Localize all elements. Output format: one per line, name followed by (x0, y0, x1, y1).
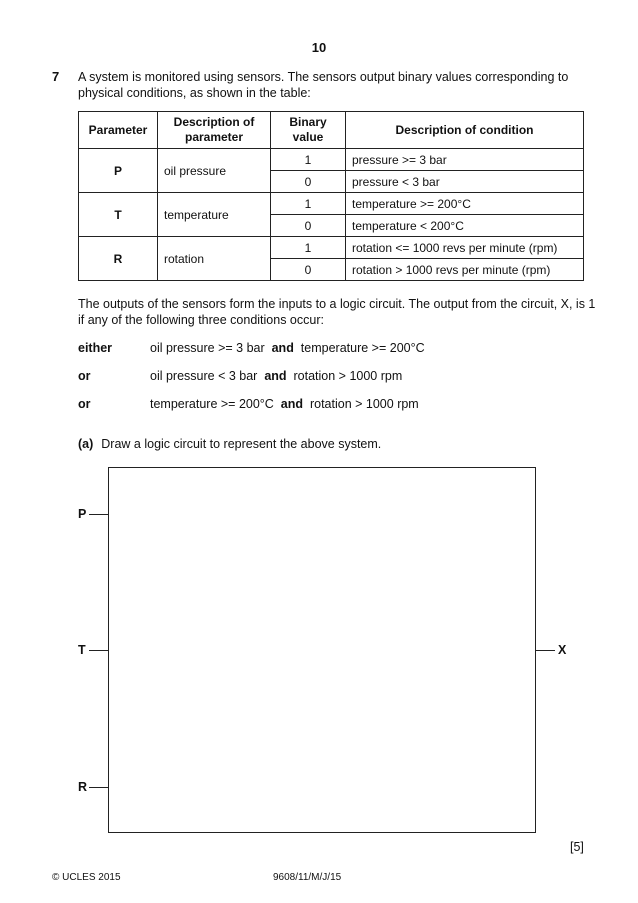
binary-cell: 0 (271, 215, 346, 237)
param-desc-cell: rotation (158, 237, 271, 281)
output-x-line (535, 650, 555, 651)
binary-cell: 1 (271, 237, 346, 259)
param-cell: P (79, 149, 158, 193)
param-desc-cell: temperature (158, 193, 271, 237)
condition-cell: temperature < 200°C (346, 215, 584, 237)
condition-cell: temperature >= 200°C (346, 193, 584, 215)
condition-cell: rotation > 1000 revs per minute (rpm) (346, 259, 584, 281)
binary-cell: 0 (271, 259, 346, 281)
condition-cell: pressure >= 3 bar (346, 149, 584, 171)
input-p-label: P (78, 507, 87, 521)
outputs-paragraph: The outputs of the sensors form the inputs to a logic circuit. The output from the circuit, X, is 1 if any of the following three conditions occur: (78, 297, 596, 327)
table-row (79, 149, 584, 171)
binary-cell: 1 (271, 149, 346, 171)
input-t-line (89, 650, 108, 651)
condition-keyword: or (78, 369, 91, 383)
input-t-label: T (78, 643, 86, 657)
header-binary-value: Binary value (271, 112, 346, 149)
footer-paper-code: 9608/11/M/J/15 (273, 872, 342, 883)
condition-cell: pressure < 3 bar (346, 171, 584, 193)
footer-copyright: © UCLES 2015 (52, 872, 121, 883)
output-x-label: X (558, 643, 567, 657)
header-description-condition: Description of condition (346, 112, 584, 149)
question-intro: A system is monitored using sensors. The sensors output binary values corresponding to physical conditions, as shown in the table: (78, 70, 569, 100)
input-r-line (89, 787, 108, 788)
param-cell: R (79, 237, 158, 281)
condition-cell: rotation <= 1000 revs per minute (rpm) (346, 237, 584, 259)
condition-text: oil pressure < 3 bar and rotation > 1000 rpm (150, 369, 403, 383)
condition-keyword: either (78, 341, 113, 355)
part-a-question (78, 437, 381, 451)
page-number: 10 (311, 40, 327, 55)
binary-cell: 0 (271, 171, 346, 193)
input-r-label: R (78, 780, 88, 794)
sensor-table (78, 111, 584, 281)
question-number: 7 (52, 69, 60, 84)
input-p-line (89, 514, 108, 515)
param-cell: T (79, 193, 158, 237)
table-row (79, 193, 584, 215)
table-header-row (79, 112, 584, 149)
header-parameter: Parameter (79, 112, 158, 149)
condition-text: temperature >= 200°C and rotation > 1000 rpm (150, 397, 419, 411)
header-description-parameter: Description of parameter (158, 112, 271, 149)
binary-cell: 1 (271, 193, 346, 215)
marks-label: [5] (570, 840, 584, 854)
answer-drawing-area[interactable] (108, 467, 536, 833)
param-desc-cell: oil pressure (158, 149, 271, 193)
condition-keyword: or (78, 397, 91, 411)
table-row (79, 237, 584, 259)
part-a-label: (a) (78, 437, 94, 451)
part-a-text: Draw a logic circuit to represent the above system. (101, 437, 382, 451)
condition-text: oil pressure >= 3 bar and temperature >= 200°C (150, 341, 425, 355)
